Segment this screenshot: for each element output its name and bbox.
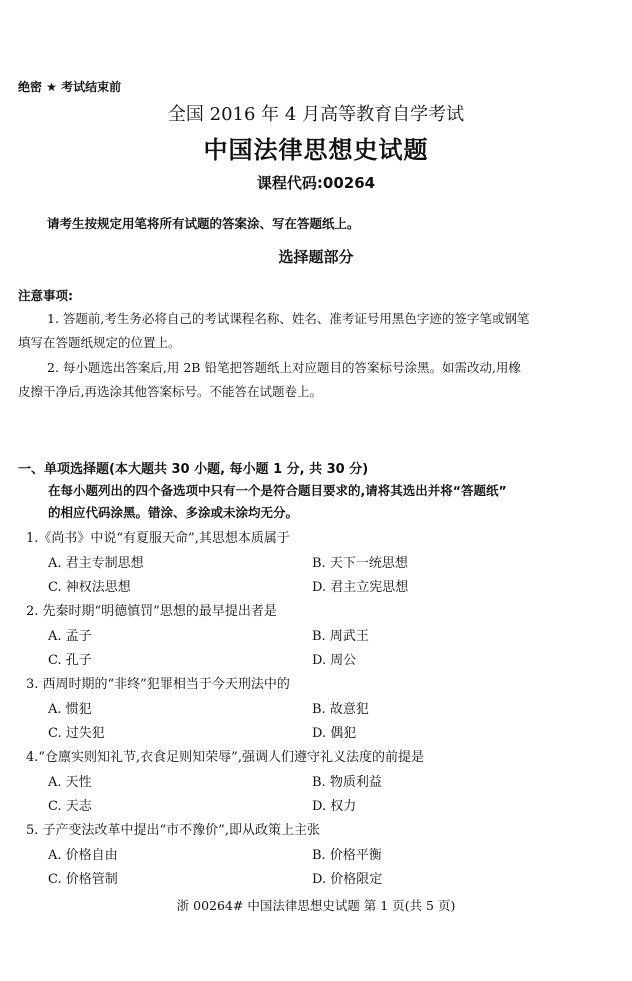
- option-c: C. 天志: [48, 799, 92, 814]
- option-a: A. 惯犯: [48, 702, 92, 717]
- option-c: C. 神权法思想: [48, 580, 131, 595]
- note-line: 2. 每小题选出答案后,用 2B 铅笔把答题纸上对应题目的答案标号涂黑。如需改动,用橡: [47, 360, 521, 375]
- option-a: A. 价格自由: [48, 848, 118, 863]
- note-line: 1. 答题前,考生务必将自己的考试课程名称、姓名、准考证号用黑色字迹的签字笔或钢笔: [47, 311, 530, 326]
- notes-heading: 注意事项:: [18, 288, 73, 303]
- answer-instruction: 请考生按规定用笔将所有试题的答案涂、写在答题纸上。: [47, 216, 360, 231]
- question-stem: 3. 西周时期的“非终”犯罪相当于今天刑法中的: [26, 677, 290, 692]
- option-d: D. 偶犯: [312, 726, 357, 741]
- option-a: A. 孟子: [48, 629, 92, 644]
- option-c: C. 价格管制: [48, 872, 118, 887]
- option-c: C. 过失犯: [48, 726, 105, 741]
- part-description: 的相应代码涂黑。错涂、多涂或未涂均无分。: [48, 505, 299, 520]
- course-code: 课程代码:00264: [256, 174, 376, 192]
- part-description: 在每小题列出的四个备选项中只有一个是符合题目要求的,请将其选出并将“答题纸”: [48, 483, 507, 498]
- option-d: D. 价格限定: [312, 872, 383, 887]
- exam-title: 全国 2016 年 4 月高等教育自学考试: [167, 104, 465, 125]
- option-b: B. 价格平衡: [312, 848, 382, 863]
- question-stem: 1.《尚书》中说“有夏服天命”,其思想本质属于: [26, 531, 290, 546]
- option-d: D. 权力: [312, 799, 357, 814]
- option-d: D. 君主立宪思想: [312, 580, 409, 595]
- option-b: B. 天下一统思想: [312, 556, 408, 571]
- subject-title: 中国法律思想史试题: [203, 136, 429, 164]
- note-line: 填写在答题纸规定的位置上。: [18, 335, 181, 350]
- part-title: 一、单项选择题(本大题共 30 小题, 每小题 1 分, 共 30 分): [18, 462, 369, 477]
- option-a: A. 君主专制思想: [48, 556, 144, 571]
- page-footer: 浙 00264# 中国法律思想史试题 第 1 页(共 5 页): [176, 898, 456, 913]
- option-b: B. 周武王: [312, 629, 369, 644]
- option-a: A. 天性: [48, 775, 92, 790]
- question-stem: 4.“仓廪实则知礼节,衣食足则知荣辱”,强调人们遵守礼义法度的前提是: [26, 750, 424, 765]
- option-b: B. 物质利益: [312, 775, 382, 790]
- secret-label: 绝密 ★ 考试结束前: [18, 80, 122, 94]
- option-d: D. 周公: [312, 653, 357, 668]
- section-title: 选择题部分: [278, 248, 354, 266]
- option-c: C. 孔子: [48, 653, 92, 668]
- note-line: 皮擦干净后,再选涂其他答案标号。不能答在试题卷上。: [18, 384, 322, 399]
- option-b: B. 故意犯: [312, 702, 369, 717]
- question-stem: 5. 子产变法改革中提出“市不豫价”,即从政策上主张: [26, 823, 320, 838]
- question-stem: 2. 先秦时期“明德慎罚”思想的最早提出者是: [26, 604, 277, 619]
